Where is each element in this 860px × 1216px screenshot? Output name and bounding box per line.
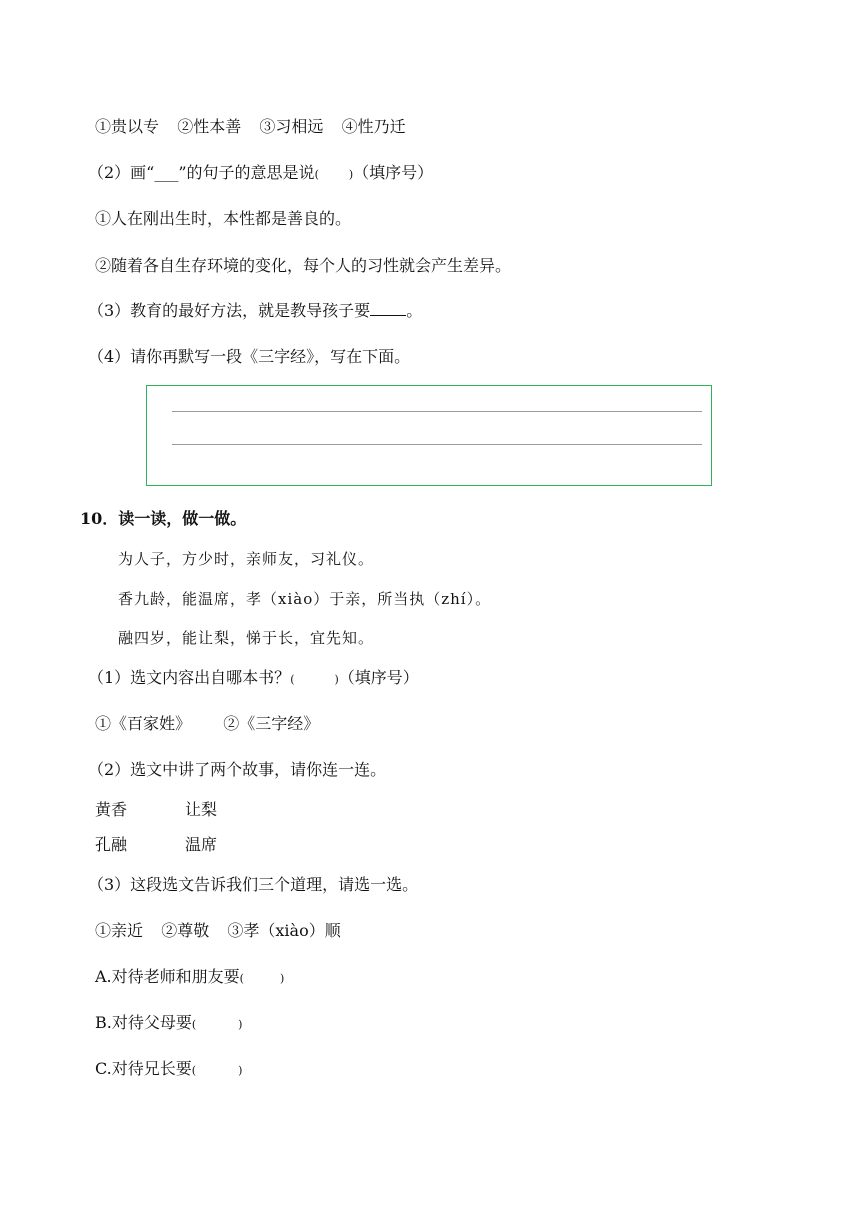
option-baijiaxing: ①《百家姓》 — [95, 714, 192, 733]
fill-blank[interactable] — [370, 301, 406, 316]
choice-zunjing: ②尊敬 — [161, 921, 210, 940]
match-left-2[interactable]: 孔融 — [95, 835, 128, 854]
blank-row-a — [95, 967, 284, 989]
answer-paren-close: ) — [279, 972, 285, 985]
q9-part3-prefix: （3）教育的最好方法，就是教导孩子要 — [88, 301, 371, 320]
answer-paren-close: ) — [238, 1018, 243, 1031]
q10-part3-choices — [95, 921, 341, 941]
q9-part2-suffix: （填序号） — [353, 163, 434, 182]
writing-line-1 — [172, 411, 702, 412]
q10-part1-suffix: （填序号） — [338, 668, 419, 687]
q9-choices — [95, 117, 406, 137]
q9-part2 — [88, 163, 433, 185]
q9-part2-prefix: （2）画“ — [88, 163, 155, 182]
q9-choice-4: ④性乃迁 — [341, 117, 406, 136]
option-sanzijing: ②《三字经》 — [223, 714, 320, 733]
match-right-2[interactable]: 温席 — [185, 835, 218, 854]
q9-part2-option-2: ②随着各自生存环境的变化，每个人的习性就会产生差异。 — [95, 256, 512, 275]
q10-title: 10．读一读，做一做。 — [80, 509, 247, 528]
choice-xiaoshun: ③孝（xiào）顺 — [227, 921, 341, 940]
q9-part2-mark: ___ — [154, 163, 179, 182]
match-right-1[interactable]: 让梨 — [185, 800, 218, 819]
blank-row-c — [95, 1059, 242, 1081]
passage-line-2: 香九龄，能温席，孝（xiào）于亲，所当执（zhí）。 — [118, 590, 492, 608]
answer-paren-open: ( — [239, 972, 244, 985]
answer-paren-open: ( — [314, 168, 319, 181]
q9-part2-middle: ”的句子的意思是说 — [178, 163, 315, 182]
answer-paren-close: ) — [238, 1064, 243, 1077]
writing-line-2 — [172, 444, 702, 445]
choice-qinjin: ①亲近 — [95, 921, 144, 940]
q9-part2-option-1: ①人在刚出生时，本性都是善良的。 — [95, 209, 352, 228]
q10-part3: （3）这段选文告诉我们三个道理，请选一选。 — [88, 875, 419, 894]
passage-line-1: 为人子，方少时，亲师友，习礼仪。 — [118, 550, 375, 568]
blank-c-text: C.对待兄长要 — [95, 1059, 192, 1078]
answer-paren-open: ( — [290, 673, 295, 686]
q9-choice-1: ①贵以专 — [95, 117, 160, 136]
blank-row-b — [95, 1013, 242, 1035]
q9-choice-2: ②性本善 — [177, 117, 242, 136]
answer-paren-open: ( — [191, 1064, 197, 1077]
blank-a-text: A.对待老师和朋友要 — [95, 967, 240, 986]
answer-paren-close: ) — [334, 673, 339, 686]
q10-part1 — [88, 668, 419, 690]
q10-part1-prefix: （1）选文内容出自哪本书？ — [88, 668, 291, 687]
q10-part2: （2）选文中讲了两个故事，请你连一连。 — [88, 760, 387, 779]
passage-line-3: 融四岁，能让梨，悌于长，宜先知。 — [118, 629, 375, 647]
answer-paren-open: ( — [191, 1018, 197, 1031]
match-left-1[interactable]: 黄香 — [95, 800, 128, 819]
q10-part1-options — [95, 714, 319, 734]
q9-part3-suffix: 。 — [406, 301, 423, 320]
answer-paren-close: ) — [348, 168, 354, 181]
blank-b-text: B.对待父母要 — [95, 1013, 192, 1032]
q9-part4: （4）请你再默写一段《三字经》，写在下面。 — [88, 347, 411, 366]
q9-part3 — [88, 301, 422, 321]
writing-box[interactable] — [146, 385, 712, 486]
q9-choice-3: ③习相远 — [259, 117, 324, 136]
